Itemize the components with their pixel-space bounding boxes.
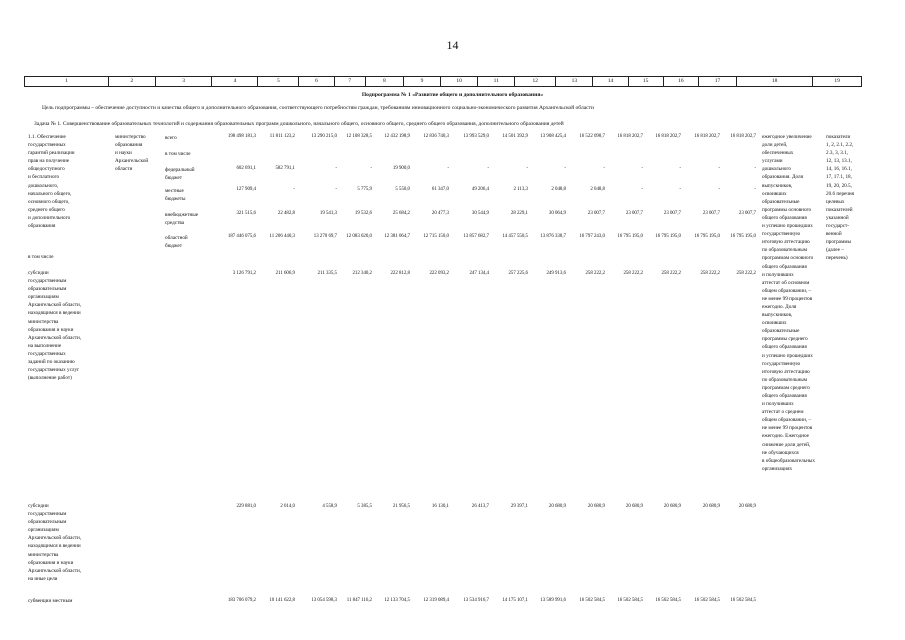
column-number-header <box>24 76 862 87</box>
subsidy-other-purposes-value-col10: 26 413,7 <box>471 504 489 509</box>
executor-name: министерство образования и науки Архангельской области <box>115 134 149 173</box>
subsidy-other-purposes-value-col12: 20 680,9 <box>548 504 566 509</box>
subvention-local-value-col10: 13 534 916,7 <box>463 598 489 603</box>
source-federal-budget-value-col5: 582 791,1 <box>275 166 295 171</box>
source-regional-budget-value-col14: 16 795 195,0 <box>617 234 643 239</box>
subsidy-state-tasks-value-col4: 3 126 791,2 <box>232 271 256 276</box>
source-regional-budget-value-col16: 16 795 195,0 <box>694 234 720 239</box>
source-extrabudgetary-funds-value-col6: 19 541,3 <box>319 211 337 216</box>
source-total-value-col10: 13 993 529,0 <box>463 134 489 139</box>
source-label-total: всего <box>165 135 177 141</box>
task-title: Задача № 1. Совершенствование образовательных технологий и содержания образовательных программ дошкольного, начального общего, основного общего, среднего общего образования, дополнительного образования детей <box>34 121 564 127</box>
source-federal-budget-value-col11: - <box>526 166 528 171</box>
subvention-local-value-col12: 13 589 991,6 <box>540 598 566 603</box>
column-number-4: 4 <box>212 77 258 86</box>
source-federal-budget-value-col17: - <box>754 166 756 171</box>
page-number: 14 <box>446 38 459 52</box>
source-regional-budget-value-col13: 16 797 243,0 <box>579 234 605 239</box>
subsidy-other-purposes-value-col15: 20 680,9 <box>663 504 681 509</box>
source-local-budgets-value-col14: - <box>641 187 643 192</box>
column-number-16: 16 <box>664 77 699 86</box>
source-regional-budget-value-col15: 16 795 195,0 <box>655 234 681 239</box>
source-regional-budget-value-col8: 12 381 064,7 <box>384 234 410 239</box>
source-federal-budget-value-col6: - <box>335 166 337 171</box>
source-extrabudgetary-funds-value-col4: 321 515,6 <box>236 211 256 216</box>
subsidy-other-purposes-value-col8: 21 956,5 <box>392 504 410 509</box>
source-local-budgets-value-col17: - <box>754 187 756 192</box>
subsidy-other-purposes-value-col7: 5 385,5 <box>357 504 372 509</box>
source-total-value-col16: 16 818 202,7 <box>694 134 720 139</box>
column-number-11: 11 <box>478 77 515 86</box>
subvention-local-value-col13: 16 502 584,5 <box>579 598 605 603</box>
subsidy-state-tasks-value-col12: 249 913,6 <box>546 271 566 276</box>
source-local-budgets-value-col7: 5 775,9 <box>357 187 372 192</box>
subvention-local-value-col15: 16 502 584,5 <box>655 598 681 603</box>
source-total-value-col17: 16 818 202,7 <box>730 134 756 139</box>
source-federal-budget-value-col7: - <box>370 166 372 171</box>
source-extrabudgetary-funds-value-col10: 30 544,9 <box>471 211 489 216</box>
source-federal-budget-value-col4: 602 691,1 <box>236 166 256 171</box>
subsidy-state-tasks-value-col13: 258 222,2 <box>585 271 605 276</box>
source-total-value-col6: 13 290 215,0 <box>311 134 337 139</box>
source-total-value-col12: 13 908 425,4 <box>540 134 566 139</box>
source-local-budgets-value-col13: 2 048,8 <box>590 187 605 192</box>
subvention-local-value-col8: 12 133 704,5 <box>384 598 410 603</box>
source-extrabudgetary-funds-value-col17: 23 007,7 <box>738 211 756 216</box>
column-number-8: 8 <box>366 77 404 86</box>
subvention-local-value-col16: 16 502 584,5 <box>694 598 720 603</box>
subvention-local-value-col9: 12 319 089,4 <box>423 598 449 603</box>
source-federal-budget-value-col9: - <box>447 166 449 171</box>
source-total-value-col15: 16 818 202,7 <box>655 134 681 139</box>
subsidy-state-tasks-value-col7: 212 340,2 <box>352 271 372 276</box>
subsidy-state-tasks-value-col17: 258 222,2 <box>736 271 756 276</box>
source-federal-budget-value-col14: - <box>641 166 643 171</box>
source-extrabudgetary-funds-value-col13: 23 007,7 <box>587 211 605 216</box>
source-local-budgets-value-col4: 127 909,4 <box>236 187 256 192</box>
target-indicators: показатели 1, 2, 2.1, 2.2, 2.3, 3, 3.1, 12, 13, 13.1, 14, 16, 16.1, 17, 17.1, 18, 19, 20, 20.5, 20.6 перечня целевых показателей указанной государст- венной программы (далее – перечень) <box>826 134 854 262</box>
source-extrabudgetary-funds-value-col7: 19 532,6 <box>354 211 372 216</box>
subsidy-state-tasks-value-col11: 257 225,6 <box>508 271 528 276</box>
column-number-5: 5 <box>258 77 299 86</box>
source-local-budgets-value-col5: - <box>293 187 295 192</box>
subsidy-state-tasks-value-col16: 258 222,2 <box>700 271 720 276</box>
subsidy-other-purposes-value-col17: 20 680,9 <box>738 504 756 509</box>
source-extrabudgetary-funds-value-col8: 25 684,2 <box>392 211 410 216</box>
column-number-6: 6 <box>299 77 334 86</box>
subsidy-other-purposes-value-col14: 20 680,9 <box>625 504 643 509</box>
source-extrabudgetary-funds-value-col15: 23 007,7 <box>663 211 681 216</box>
subprogram-title: Подпрограмма № 1 «Развитие общего и дополнительного образования» <box>361 92 544 98</box>
source-total-value-col9: 12 836 740,3 <box>423 134 449 139</box>
source-local-budgets-value-col8: 5 550,0 <box>395 187 410 192</box>
source-extrabudgetary-funds-value-col5: 22 482,8 <box>277 211 295 216</box>
subsidy-state-tasks-value-col9: 222 093,2 <box>429 271 449 276</box>
column-number-12: 12 <box>515 77 556 86</box>
subvention-local-value-col7: 11 847 116,2 <box>346 598 372 603</box>
subvention-local-value-col5: 10 141 622,8 <box>269 598 295 603</box>
source-regional-budget-value-col5: 11 206 440,3 <box>269 234 295 239</box>
source-federal-budget-value-col15: - <box>679 166 681 171</box>
subvention-local-value-col17: 16 502 584,5 <box>730 598 756 603</box>
column-number-19: 19 <box>834 78 840 84</box>
source-regional-budget-value-col7: 12 083 020,0 <box>346 234 372 239</box>
source-regional-budget-value-col6: 13 270 69,7 <box>313 234 337 239</box>
subsidy-other-purposes-value-col11: 29 397,1 <box>510 504 528 509</box>
source-regional-budget-value-col11: 14 457 550,5 <box>502 234 528 239</box>
subvention-local-label: субвенции местным <box>28 598 73 604</box>
column-number-3: 3 <box>156 77 213 86</box>
source-extrabudgetary-funds-value-col12: 30 064,9 <box>548 211 566 216</box>
column-number-1: 1 <box>25 77 109 86</box>
subsidy-other-purposes-value-col16: 20 680,9 <box>702 504 720 509</box>
source-total-value-col7: 12 108 328,5 <box>346 134 372 139</box>
source-regional-budget-value-col10: 13 857 682,7 <box>463 234 489 239</box>
source-total-value-col11: 14 501 392,9 <box>502 134 528 139</box>
column-number-17: 17 <box>699 77 737 86</box>
source-local-budgets-value-col9: 61 347,0 <box>431 187 449 192</box>
source-label-local-budgets: местные бюджеты <box>165 188 186 203</box>
subvention-local-value-col4: 183 706 079,2 <box>227 598 256 603</box>
source-federal-budget-value-col16: - <box>718 166 720 171</box>
subsidy-other-purposes-value-col4: 229 881,0 <box>236 504 256 509</box>
column-number-18: 18 <box>737 77 813 86</box>
source-federal-budget-value-col10: - <box>487 166 489 171</box>
activity-name: 1.1. Обеспечение государственных гарантий реализации прав на получение общедоступного и бесплатного дошкольного, начального общего, основного общего, среднего общего и дополнительного образования <box>28 134 75 230</box>
source-total-value-col14: 16 818 202,7 <box>617 134 643 139</box>
column-number-15: 15 <box>629 77 664 86</box>
source-regional-budget-value-col9: 12 715 150,0 <box>423 234 449 239</box>
source-label-regional-budget: областной бюджет <box>165 235 188 250</box>
column-number-10: 10 <box>441 77 478 86</box>
subsidy-state-tasks-value-col15: 258 222,2 <box>661 271 681 276</box>
source-regional-budget-value-col17: 16 795 195,0 <box>730 234 756 239</box>
source-local-budgets-value-col12: 2 048,8 <box>551 187 566 192</box>
subsidy-state-tasks-value-col14: 258 222,2 <box>623 271 643 276</box>
source-extrabudgetary-funds-value-col16: 23 007,7 <box>702 211 720 216</box>
expected-result: ежегодное увеличение доли детей, обеспеченных услугами дошкольного образования. Доля выпускников, освоивших образовательные программы основного общего образования и успешно прошедших государственную итоговую аттестацию по образовательным программам основного общего образования и получивших аттестат об основном общем образовании, – не менее 99 процентов ежегодно. Доля выпускников, освоивших образовательные программы среднего общего образования и успешно прошедших государственную итоговую аттестацию по образовательным программам среднего общего образования и получивших аттестат о среднем общем образовании, – не менее 99 процентов ежегодно. Ежегодное снижение доли детей, не обучающихся в общеобразовательных организациях <box>762 134 815 472</box>
subsidy-other-purposes-label: субсидии государственным образовательным организациям Архангельской области, находящимся в ведении министерства образования и науки Архангельской области, на иные цели <box>28 503 82 582</box>
subprogram-goal: Цель подпрограммы – обеспечение доступности и качества общего и дополнительного образования, соответствующего потребностям граждан, требованиям инновационного социально-экономического развития Архангельской области <box>42 105 594 111</box>
subsidy-other-purposes-value-col5: 2 014,0 <box>280 504 295 509</box>
column-number-14: 14 <box>593 77 628 86</box>
source-local-budgets-value-col15: - <box>679 187 681 192</box>
source-total-value-col13: 16 522 098,7 <box>579 134 605 139</box>
column-number-13: 13 <box>556 77 593 86</box>
subsidy-state-tasks-value-col8: 222 812,8 <box>390 271 410 276</box>
source-total-value-col4: 198 498 181,3 <box>227 134 256 139</box>
column-number-9: 9 <box>404 77 441 86</box>
source-federal-budget-value-col12: - <box>564 166 566 171</box>
source-extrabudgetary-funds-value-col9: 20 477,3 <box>431 211 449 216</box>
source-local-budgets-value-col11: 2 113,3 <box>513 187 528 192</box>
column-number-2: 2 <box>109 77 156 86</box>
source-total-value-col8: 12 432 198,9 <box>384 134 410 139</box>
source-extrabudgetary-funds-value-col14: 23 007,7 <box>625 211 643 216</box>
subsidy-state-tasks-value-col5: 211 606,9 <box>275 271 295 276</box>
subsidy-state-tasks-value-col6: 211 335,5 <box>317 271 337 276</box>
source-label-extrabudgetary-funds: внебюджетные средства <box>165 212 199 227</box>
subsidy-other-purposes-value-col13: 20 680,9 <box>587 504 605 509</box>
source-local-budgets-value-col16: - <box>718 187 720 192</box>
subsidy-state-tasks-value-col10: 247 134,4 <box>469 271 489 276</box>
source-extrabudgetary-funds-value-col11: 28 229,1 <box>510 211 528 216</box>
subvention-local-value-col14: 16 502 584,5 <box>617 598 643 603</box>
source-federal-budget-value-col13: - <box>603 166 605 171</box>
source-total-value-col5: 11 811 123,2 <box>269 134 295 139</box>
subvention-local-value-col11: 14 175 107,1 <box>502 598 528 603</box>
source-regional-budget-value-col4: 187 446 075,6 <box>227 234 256 239</box>
source-local-budgets-value-col6: - <box>335 187 337 192</box>
source-label-federal-budget: федеральный бюджет <box>165 167 195 182</box>
source-federal-budget-value-col8: 19 900,0 <box>392 166 410 171</box>
subsidy-other-purposes-value-col9: 16 130,1 <box>431 504 449 509</box>
subsidy-other-purposes-value-col6: 4 558,9 <box>322 504 337 509</box>
subvention-local-value-col6: 13 054 598,3 <box>311 598 337 603</box>
column-number-7: 7 <box>335 77 366 86</box>
source-label-in-that: в том числе <box>165 151 191 157</box>
subsidy-state-tasks-label: субсидии государственным образовательным организациям Архангельской области, находящимся в ведении министерства образования и науки Архангельской области, на выполнение государственных заданий по оказанию государственных услуг (выполнение работ) <box>28 270 82 382</box>
in-that-number-label: в том числе <box>28 254 54 260</box>
source-regional-budget-value-col12: 13 876 338,7 <box>540 234 566 239</box>
source-local-budgets-value-col10: 49 206,4 <box>471 187 489 192</box>
